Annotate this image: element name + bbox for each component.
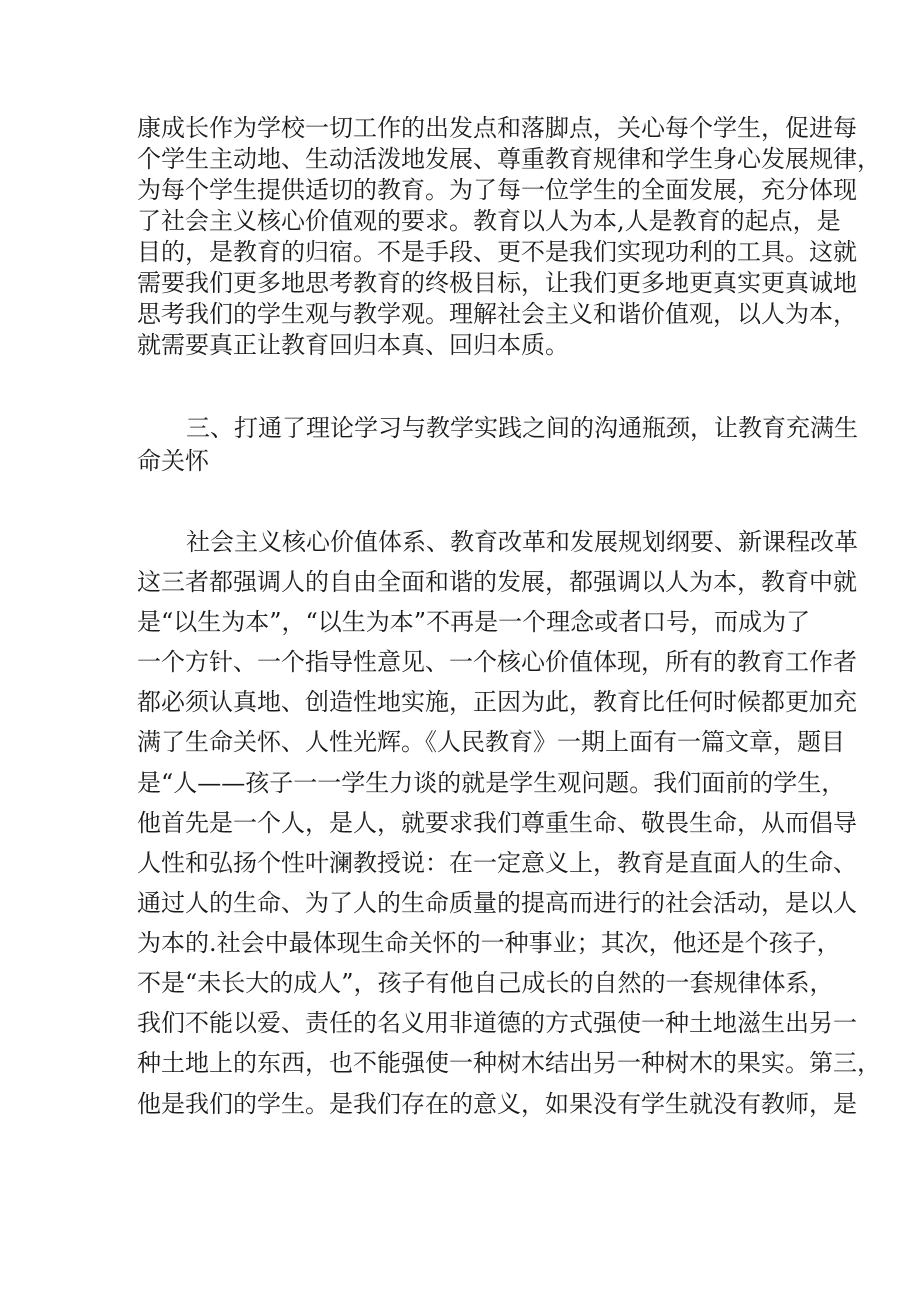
text-line: 不是“未长大的成人”，孩子有他自己成长的自然的一套规律体系， [137,969,834,997]
text-line: 满了生命关怀、人性光辉。《人民教育》一期上面有一篇文章，题目 [137,728,845,756]
heading-line: 命关怀 [137,447,209,475]
text-line: 目的，是教育的归宿。不是手段、更不是我们实现功利的工具。这就 [137,238,857,266]
text-line: 种土地上的东西，也不能强使一种树木结出另一种树木的果实。第三， [137,1049,881,1077]
text-line: 人性和弘扬个性叶澜教授说：在一定意义上，教育是直面人的生命、 [137,849,857,877]
text-line: 是“以生为本”，“以生为本”不再是一个理念或者口号，而成为了 [137,608,811,636]
text-line: 这三者都强调人的自由全面和谐的发展，都强调以人为本，教育中就 [137,568,857,596]
heading-line: 三、打通了理论学习与教学实践之间的沟通瓶颈，让教育充满生 [186,414,858,442]
text-line: 需要我们更多地思考教育的终极目标，让我们更多地更真实更真诚地 [137,269,857,297]
text-line: 康成长作为学校一切工作的出发点和落脚点，关心每个学生，促进每 [137,114,857,142]
text-line: 个学生主动地、生动活泼地发展、尊重教育规律和学生身心发展规律， [137,145,881,173]
text-line: 他首先是一个人，是人，就要求我们尊重生命、敬畏生命，从而倡导 [137,809,857,837]
text-line: 了社会主义核心价值观的要求。教育以人为本,人是教育的起点，是 [137,207,841,235]
text-line: 就需要真正让教育回归本真、回归本质。 [137,331,569,359]
text-line: 他是我们的学生。是我们存在的意义，如果没有学生就没有教师，是 [137,1090,857,1118]
text-line: 思考我们的学生观与教学观。理解社会主义和谐价值观，以人为本， [137,300,857,328]
text-line: 一个方针、一个指导性意见、一个核心价值体现，所有的教育工作者 [137,648,857,676]
text-line: 社会主义核心价值体系、教育改革和发展规划纲要、新课程改革 [186,528,858,556]
text-line: 通过人的生命、为了人的生命质量的提高而进行的社会活动，是以人 [137,889,857,917]
text-line: 为本的.社会中最体现生命关怀的一种事业；其次，他还是个孩子， [137,929,841,957]
text-line: 是“人——孩子一一学生力谈的就是学生观问题。我们面前的学生， [137,769,846,797]
text-line: 都必须认真地、创造性地实施，正因为此，教育比任何时候都更加充 [137,688,857,716]
text-line: 我们不能以爱、责任的名义用非道德的方式强使一种土地滋生出另一 [137,1009,857,1037]
text-line: 为每个学生提供适切的教育。为了每一位学生的全面发展，充分体现 [137,176,857,204]
